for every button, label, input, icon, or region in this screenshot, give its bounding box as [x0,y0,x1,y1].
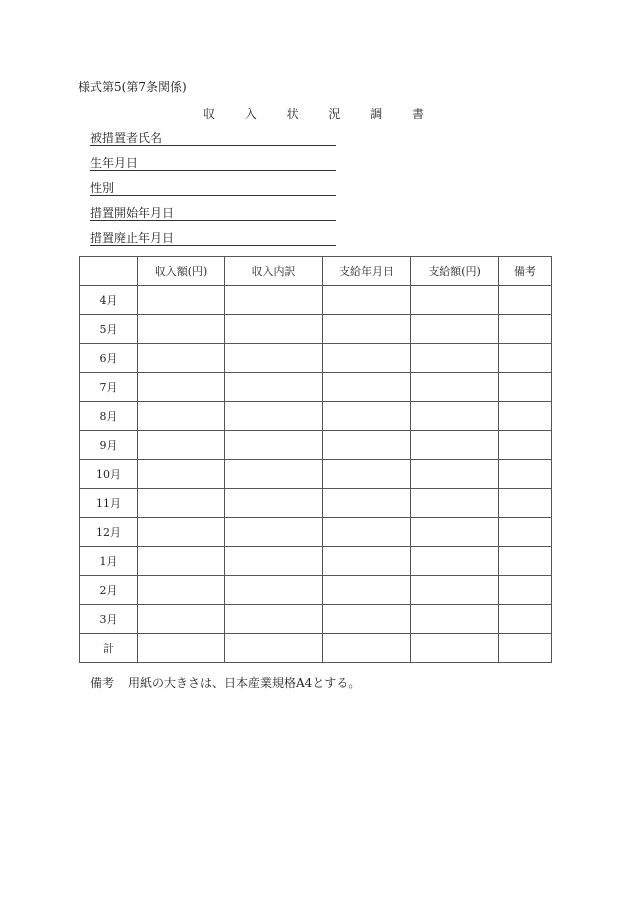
remarks-cell[interactable] [499,576,552,605]
income-amount-cell[interactable] [138,489,225,518]
payment-date-cell[interactable] [323,373,411,402]
payment-date-cell[interactable] [323,605,411,634]
remarks-cell[interactable] [499,489,552,518]
remarks-cell[interactable] [499,460,552,489]
table-row [80,634,552,663]
income-breakdown-cell[interactable] [225,344,323,373]
income-amount-cell[interactable] [138,634,225,663]
remarks-cell[interactable] [499,373,552,402]
payment-amount-cell[interactable] [411,315,499,344]
payment-date-cell[interactable] [323,286,411,315]
header-income-breakdown: 収入内訳 [225,257,323,286]
payment-amount-cell[interactable] [411,518,499,547]
table-row [80,576,552,605]
remarks-cell[interactable] [499,547,552,576]
remarks-cell[interactable] [499,344,552,373]
income-breakdown-cell[interactable] [225,286,323,315]
table-row [80,315,552,344]
income-amount-cell[interactable] [138,431,225,460]
row-label: 9月 [80,431,138,460]
field-birth-date[interactable] [90,156,336,171]
income-amount-cell[interactable] [138,605,225,634]
remarks-cell[interactable] [499,518,552,547]
payment-amount-cell[interactable] [411,286,499,315]
payment-amount-cell[interactable] [411,489,499,518]
income-amount-cell[interactable] [138,402,225,431]
income-breakdown-cell[interactable] [225,460,323,489]
income-amount-cell[interactable] [138,344,225,373]
table-row [80,344,552,373]
table-row [80,460,552,489]
table-body [80,286,552,663]
row-label: 5月 [80,315,138,344]
remarks-cell[interactable] [499,315,552,344]
header-month [80,257,138,286]
remarks-text: 用紙の大きさは、日本産業規格A4とする。 [128,676,361,690]
field-label: 被措置者氏名 [90,131,163,145]
header-payment-date: 支給年月日 [323,257,411,286]
field-end-date[interactable] [90,231,336,246]
payment-amount-cell[interactable] [411,402,499,431]
row-label: 11月 [80,489,138,518]
field-label: 措置開始年月日 [90,206,175,220]
income-breakdown-cell[interactable] [225,431,323,460]
income-amount-cell[interactable] [138,518,225,547]
income-amount-cell[interactable] [138,286,225,315]
row-label: 計 [80,634,138,663]
row-label: 7月 [80,373,138,402]
income-amount-cell[interactable] [138,460,225,489]
income-table [79,256,552,663]
row-label: 12月 [80,518,138,547]
row-label: 1月 [80,547,138,576]
remarks-cell[interactable] [499,605,552,634]
table-row [80,286,552,315]
header-income-amount: 収入額(円) [138,257,225,286]
payment-date-cell[interactable] [323,576,411,605]
table-row [80,489,552,518]
income-breakdown-cell[interactable] [225,373,323,402]
income-breakdown-cell[interactable] [225,315,323,344]
table-row [80,605,552,634]
payment-amount-cell[interactable] [411,576,499,605]
table-row [80,431,552,460]
table-row [80,373,552,402]
row-label: 10月 [80,460,138,489]
income-amount-cell[interactable] [138,576,225,605]
income-breakdown-cell[interactable] [225,605,323,634]
row-label: 2月 [80,576,138,605]
remarks-cell[interactable] [499,286,552,315]
page-title: 収 入 状 況 調 書 [202,107,438,121]
payment-date-cell[interactable] [323,315,411,344]
payment-amount-cell[interactable] [411,373,499,402]
row-label: 4月 [80,286,138,315]
payment-date-cell[interactable] [323,518,411,547]
income-breakdown-cell[interactable] [225,518,323,547]
row-label: 8月 [80,402,138,431]
field-label: 生年月日 [90,156,139,170]
header-remarks: 備考 [499,257,552,286]
field-start-date[interactable] [90,206,336,221]
income-amount-cell[interactable] [138,315,225,344]
payment-date-cell[interactable] [323,431,411,460]
remarks-cell[interactable] [499,402,552,431]
field-label: 性別 [90,181,115,195]
payment-amount-cell[interactable] [411,634,499,663]
income-breakdown-cell[interactable] [225,402,323,431]
payment-amount-cell[interactable] [411,431,499,460]
field-gender[interactable] [90,181,336,196]
income-breakdown-cell[interactable] [225,634,323,663]
remarks-cell[interactable] [499,634,552,663]
income-breakdown-cell[interactable] [225,489,323,518]
table-row [80,547,552,576]
remarks-note [90,676,360,690]
form-number: 様式第5(第7条関係) [78,80,187,94]
table-row [80,518,552,547]
payment-amount-cell[interactable] [411,344,499,373]
payment-date-cell[interactable] [323,460,411,489]
payment-date-cell[interactable] [323,489,411,518]
income-amount-cell[interactable] [138,547,225,576]
payment-date-cell[interactable] [323,344,411,373]
row-label: 6月 [80,344,138,373]
income-breakdown-cell[interactable] [225,547,323,576]
payment-date-cell[interactable] [323,634,411,663]
payment-amount-cell[interactable] [411,547,499,576]
remarks-cell[interactable] [499,431,552,460]
field-label: 措置廃止年月日 [90,231,175,245]
income-amount-cell[interactable] [138,373,225,402]
remarks-label: 備考 [90,676,115,690]
payment-amount-cell[interactable] [411,605,499,634]
income-breakdown-cell[interactable] [225,576,323,605]
payment-date-cell[interactable] [323,547,411,576]
header-payment-amount: 支給額(円) [411,257,499,286]
payment-amount-cell[interactable] [411,460,499,489]
field-insured-name[interactable] [90,131,336,146]
header-row [80,257,552,286]
payment-date-cell[interactable] [323,402,411,431]
row-label: 3月 [80,605,138,634]
table-row [80,402,552,431]
